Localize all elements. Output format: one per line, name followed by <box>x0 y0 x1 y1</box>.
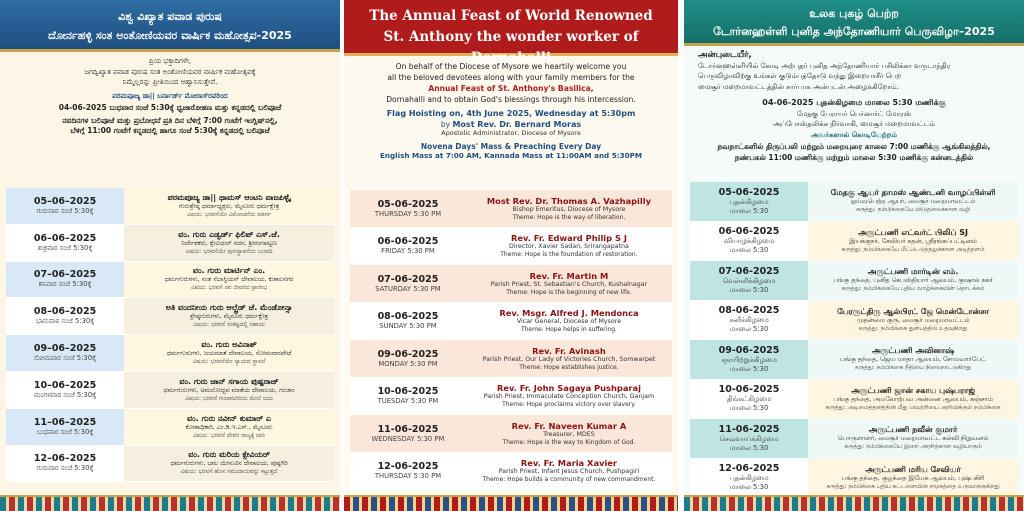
row-theme: கருத்து: நம்பிக்கை துன்பத்தில் உதவுகிறது <box>858 325 968 332</box>
english-title-line1: The Annual Feast of World Renowned <box>369 8 653 24</box>
by-prefix: by <box>440 120 451 129</box>
decorative-border <box>0 495 340 511</box>
tamil-intro-1: டோர்னஹள்ளியில் கோடி அற்புதர் புனித அந்தோணியார் பசிலிக்கா வருடாந்திர <box>698 61 951 70</box>
row-theme: Theme: Hope proclaims victory over slavery. <box>502 401 636 409</box>
row-day: ಗುರುವಾರ ಸಂಜೆ 5:30ಕ್ಕೆ <box>36 464 94 473</box>
row-day: ಗುರುವಾರ ಸಂಜೆ 5:30ಕ್ಕೆ <box>36 206 94 215</box>
row-day: TUESDAY 5:30 PM <box>377 397 439 406</box>
schedule-row <box>350 415 672 453</box>
row-date: 05-06-2025 <box>377 198 439 210</box>
schedule-row <box>690 261 1018 301</box>
row-role: பங்கு தந்தை, புனித செபஸ்தியார் ஆலயம், குஷால் நகர் <box>833 277 993 285</box>
tamil-by-1: மேதகு பேராயர் பெர்னார்ட் மோரஸ் <box>796 109 912 118</box>
schedule-row <box>350 453 672 491</box>
row-date: 11-06-2025 <box>718 423 780 435</box>
schedule-row <box>690 182 1018 222</box>
row-day: WEDNESDAY 5:30 PM <box>371 434 445 443</box>
row-role: Treasurer, MDES <box>543 430 595 438</box>
presiding-bishop: Most Rev. Dr. Bernard Moras <box>452 120 582 129</box>
row-celebrant: Rev. Fr. Edward Philip S J <box>510 233 627 244</box>
row-date: 10-06-2025 <box>377 386 439 398</box>
row-theme: ವಿಷಯ: ಭರವಸೆ ಹೊಸ ಸಮುದಾಯವನ್ನು ಕಟ್ಟುತ್ತದೆ <box>180 469 278 476</box>
row-day: செவ்வாய்க்கிழமை <box>719 434 779 443</box>
row-celebrant: ವಂ. ಗುರು ಎಡ್ವರ್ಡ್ ಫಿಲಿಪ್ ಎಸ್.ಜೆ. <box>178 229 280 239</box>
row-date: 11–06–2025 <box>33 416 97 428</box>
row-theme: ವಿಷಯ: ಭರವಸೆ ಸಂಕಷ್ಟದಲ್ಲಿ ಸಹಾಯ <box>193 322 265 329</box>
schedule-row <box>6 335 334 372</box>
row-day: திங்கட்கிழமை <box>726 395 772 404</box>
row-theme: கருத்து: நம்பிக்கையே மீட்டெடுத்தலுக்கான அடித்தளம் <box>841 246 985 253</box>
row-celebrant: Rev. Fr. Maria Xavier <box>520 458 618 469</box>
schedule-row <box>6 262 334 299</box>
row-theme: கருத்து: அடிமைத்தனத்தின் மீது வெற்றியை அறிவிக்கும் நம்பிக்கை <box>825 404 1001 411</box>
english-intro-4: Dornahalli and to obtain God's blessings through his intercession. <box>386 95 636 104</box>
schedule-row <box>6 372 334 409</box>
row-celebrant: மேதகு ஆயர் தாமஸ் ஆண்டனி வாழப்பிள்ளி <box>830 188 996 198</box>
row-role: ಶ್ರೇಷ್ಠಗುರುಗಳು, ಮೈಸೂರು ಧರ್ಮಕ್ಷೇತ್ರ <box>190 313 269 321</box>
row-celebrant: ವಂ. ಗುರು ಮರಿಯ ಕ್ಸೇವಿಯರ್ <box>188 450 270 460</box>
row-theme: Theme: Hope helps in suffering. <box>520 326 617 334</box>
row-role: Parish Priest, Our Lady of Victories Church, Somwarpet <box>482 355 656 363</box>
row-celebrant: ವಂ. ಗುರು ಮಾರ್ಟಿನ್ ಎಂ. <box>192 266 266 276</box>
row-celebrant: ಅತಿ ವಂದನೀಯ ಗುರು ಆಲ್ಫ್ರೆಡ್ ಜೆ. ಮೆಂಡೋನ್ಸಾ <box>165 303 293 313</box>
flag-hoisting-by <box>344 120 678 129</box>
row-theme: ವಿಷಯ: ಭರವಸೆ ನವ ಜೀವನದ ಪ್ರಾರಂಭ <box>190 285 268 292</box>
row-day: ஞாயிற்றுக்கிழமை <box>721 355 777 364</box>
kannada-flag-hoisting: 04-06-2025 ಬುಧವಾರ ಸಂಜೆ 5:30ಕ್ಕೆ ಧ್ವಜಾರೋಹಣ ಮತ್ತು ಕನ್ನಡದಲ್ಲಿ ಬಲಿಪೂಜೆ <box>58 103 282 112</box>
row-day: FRIDAY 5:30 PM <box>381 247 435 256</box>
row-day: ಬುಧವಾರ ಸಂಜೆ 5:30ಕ್ಕೆ <box>36 427 94 436</box>
row-role: ಧರ್ಮಗುರುಗಳು, ಬಾಲ ಯೇಸುವಿನ ದೇವಾಲಯ, ಪುಷ್ಪಗಿರಿ <box>170 460 288 468</box>
row-date: 08-06-2025 <box>377 311 439 323</box>
kannada-intro-body1: ಜಗದ್ವಿಖ್ಯಾತ ಪವಾಡ ಪುರುಷ ಸಂತ ಅಂತೋಣಿಯವರ ವಾರ್ಷಿಕ ಮಹೋತ್ಸವಕ್ಕೆ <box>84 67 256 76</box>
row-theme: Theme: Hope builds a community of new commandment. <box>482 476 656 484</box>
row-theme: கருத்து: நம்பிக்கை புதிய கட்டளையின் சமூகத்தை உருவாக்குகிறது <box>826 483 1000 490</box>
row-date: 07-06-2025 <box>377 273 439 285</box>
row-celebrant: Most Rev. Dr. Thomas A. Vazhapilly <box>486 195 651 206</box>
row-theme: ವಿಷಯ: ಭರವಸೆಯೇ ವಿಮೋಚನೆಯ ಮಾರ್ಗ <box>187 211 271 218</box>
row-theme: ವಿಷಯ: ಭರವಸೆಯೇ ಪುನಃಸ್ಥಾಪನೆಯ ಬುನಾದಿ <box>185 248 273 255</box>
row-celebrant: Rev. Fr. Avinash <box>532 345 606 356</box>
row-date: 09-06-2025 <box>377 348 439 360</box>
english-intro <box>344 56 678 105</box>
row-celebrant: ವಂ. ಗುರು ಜಾನ್ ಸಗಾಯ ಪುಷ್ಪರಾಜ್ <box>179 376 279 386</box>
schedule-row <box>350 303 672 341</box>
row-date: 12–06–2025 <box>33 453 97 465</box>
row-role: ಗುರುಶ್ರೇಷ್ಠ ಧರ್ಮಾಧ್ಯಕ್ಷರು, ಮೈಸೂರು ಧರ್ಮಕ್ಷೇತ್ರ <box>178 202 280 210</box>
tamil-banner <box>684 0 1024 46</box>
schedule-row <box>350 228 672 266</box>
schedule-row <box>690 340 1018 380</box>
kannada-greeting: ಪ್ರಿಯ ಭಕ್ತಾದಿಗಳೇ, <box>148 57 192 65</box>
row-role: Vicar General, Diocese of Mysore <box>516 318 622 326</box>
row-celebrant: பேரருட்திரு ஆல்பிரட் ஜே மென்டோன்சா <box>837 306 989 316</box>
english-intro-3: Annual Feast of St. Anthony's Basilica, <box>428 84 594 93</box>
presiding-role: Apostolic Administrator, Diocese of Mysore <box>441 129 581 137</box>
row-celebrant: அருட்பணி நவீன் குமார் <box>868 425 958 435</box>
row-time: மாலை 5:30 <box>729 364 769 373</box>
schedule-row <box>690 301 1018 341</box>
row-date: 08-06-2025 <box>718 305 780 317</box>
tamil-panel <box>684 0 1024 511</box>
row-theme: Theme: Hope establishes justice. <box>519 363 619 371</box>
schedule-row <box>6 188 334 225</box>
row-theme: Theme: Hope is the way of liberation. <box>512 213 626 221</box>
kannada-intro <box>0 52 340 137</box>
schedule-row <box>350 340 672 378</box>
tamil-greeting: அன்புடையீர், <box>698 50 752 60</box>
row-day: SATURDAY 5:30 PM <box>375 284 441 293</box>
schedule-row <box>690 222 1018 262</box>
row-date: 12-06-2025 <box>718 463 780 475</box>
row-theme: Theme: Hope is the way to Kingdom of God. <box>502 438 636 446</box>
english-title-line2: St. Anthony the wonder worker of Dornahalli <box>383 29 639 66</box>
row-role: ಧರ್ಮಗುರುಗಳು, ಸಂತ ಸೆಬಾಸ್ಟಿಯನ್ ದೇವಾಲಯ, ಕುಶಾಲನಗರ <box>164 276 294 284</box>
decorative-border <box>684 495 1024 511</box>
row-day: ಭಾನುವಾರ ಸಂಜೆ 5:30ಕ್ಕೆ <box>35 317 95 326</box>
flag-hoisting: Flag Hoisting on, 4th June 2025, Wednesday at 5:30pm <box>386 109 636 118</box>
row-day: ಮಂಗಳವಾರ ಸಂಜೆ 5:30ಕ್ಕೆ <box>33 390 97 399</box>
row-day: MONDAY 5:30 PM <box>378 359 438 368</box>
row-role: பங்கு தந்தை, ஜெய மாதா ஆலயம், சோமவார்பேட் <box>840 356 987 364</box>
row-role: பொருளாளர், மைசூர் மறைமாவட்ட கல்வி நிறுவனம் <box>837 435 989 443</box>
row-day: வியாழக்கிழமை <box>724 237 774 246</box>
schedule-row <box>6 298 334 335</box>
row-time: மாலை 5:30 <box>729 246 769 255</box>
row-date: 08–06–2025 <box>33 306 97 318</box>
row-date: 07–06–2025 <box>33 269 97 281</box>
tamil-daily-2: நண்பகல் 11:00 மணிக்கு மற்றும் மாலை 5:30 மணிக்கு கன்னடத்தில் <box>734 152 974 162</box>
row-date: 10–06–2025 <box>33 379 97 391</box>
row-role: ಧರ್ಮಗುರುಗಳು, ಅಮಲೋದ್ಭವ ಮಾತೆಯ ದೇವಾಲಯ, ಗಂಜಾಂ <box>163 386 295 394</box>
row-role: பங்கு தந்தை, அமலோற்பவ அன்னை ஆலயம், கஞ்சாம் <box>833 395 993 403</box>
row-theme: கருத்து: நம்பிக்கையே புதிய வாழ்க்கையின் தொடக்கம் <box>841 286 985 293</box>
row-celebrant: ಪರಮಪೂಜ್ಯ ಡಾ|| ಥಾಮಸ್ ಆಂಟನಿ ವಾಜಪಿಳ್ಳೈ <box>167 192 291 202</box>
tamil-title-line1: உலக புகழ் பெற்ற <box>809 7 899 20</box>
row-day: புதன்கிழமை <box>729 197 769 206</box>
row-time: மாலை 5:30 <box>729 206 769 215</box>
kannada-panel <box>0 0 340 511</box>
english-banner <box>344 0 678 66</box>
tamil-intro-2: பெருவிழாவிற்கு உங்கள் குடும்பத்தோடு வந்து இறையாசீர் பெற <box>698 72 902 80</box>
kannada-daily-2: ಬೆಳಿಗ್ಗೆ 11:00 ಗಂಟೆಗೆ ಕನ್ನಡದಲ್ಲಿ ಹಾಗೂ ಸಂಜೆ 5:30ಕ್ಕೆ ಕನ್ನಡದಲ್ಲಿ ಬಲಿಪೂಜೆ <box>70 126 270 135</box>
row-time: மாலை 5:30 <box>729 443 769 452</box>
kannada-intro-body2: ನಿಮ್ಮೆಲ್ಲರನ್ನು ಪ್ರೀತಿಯಿಂದ ಆಹ್ವಾನಿಸುತ್ತೇವೆ. <box>122 78 218 86</box>
row-day: SUNDAY 5:30 PM <box>379 322 437 331</box>
kannada-title-line2: ದೋರ್ನಹಳ್ಳಿ ಸಂತ ಅಂತೋಣಿಯವರ ವಾರ್ಷಿಕ ಮಹೋತ್ಸವ-2025 <box>48 29 292 42</box>
english-schedule <box>350 190 672 490</box>
row-celebrant: ವಂ. ಗುರು ನವೀನ್ ಕುಮಾರ್ ಎ <box>187 413 272 423</box>
row-theme: ವಿಷಯ: ಭರವಸೆಯೇ ನ್ಯಾಯದ ಸ್ಥಾಪನೆ <box>192 359 266 366</box>
row-theme: கருத்து: நம்பிக்கை நீதியை நிலைநாட்டுகிறது <box>854 365 972 372</box>
row-celebrant: Rev. Msgr. Alfred J. Mendonca <box>499 308 639 319</box>
novena-heading: Novena Days' Mass & Preaching Every Day <box>420 142 602 151</box>
row-day: THURSDAY 5:30 PM <box>374 209 442 218</box>
kannada-schedule <box>6 188 334 482</box>
row-date: 09–06–2025 <box>33 343 97 355</box>
row-celebrant: ವಂ. ಗುರು ಅವಿನಾಶ್ <box>201 340 257 350</box>
tamil-daily-1: நவநாட்களில் திருப்பலி மற்றும் மறையுரை காலை 7:00 மணிக்கு ஆங்கிலத்தில், <box>717 142 991 151</box>
schedule-row <box>690 419 1018 459</box>
row-date: 06-06-2025 <box>718 226 780 238</box>
row-celebrant: அருட்பணி மரிய சேவியர் <box>865 464 961 474</box>
row-theme: Theme: Hope is the foundation of restoration. <box>500 251 638 259</box>
row-role: Parish Priest, Immaculate Conception Church, Ganjam <box>483 393 655 401</box>
schedule-row <box>690 459 1018 499</box>
row-theme: Theme: Hope is the beginning of new life. <box>506 288 632 296</box>
row-day: THURSDAY 5:30 PM <box>374 472 442 481</box>
row-role: முதன்மை குரு, மைசூர் மறைமாவட்டம் <box>856 316 970 324</box>
row-date: 07-06-2025 <box>718 265 780 277</box>
row-date: 06–06–2025 <box>33 232 97 244</box>
row-time: மாலை 5:30 <box>729 285 769 294</box>
row-role: ಧರ್ಮಗುರುಗಳು, ಜಯಮಾತೆ ದೇವಾಲಯ, ಸೋಮವಾರಪೇಟೆ <box>166 350 292 358</box>
tamil-flag-block <box>684 92 1024 163</box>
schedule-row <box>6 446 334 483</box>
row-role: Parish Priest, St. Sebastian's Church, Kushalnagar <box>490 280 648 288</box>
row-day: சனிக்கிழமை <box>729 316 769 325</box>
row-date: 06-06-2025 <box>377 236 439 248</box>
tamil-by-3: அவர்களால் கொடியேற்றம் <box>810 130 898 139</box>
row-theme: கருத்து: நம்பிக்கையே விடுதலைக்கான வழி <box>855 207 971 214</box>
schedule-row <box>350 190 672 228</box>
row-celebrant: Rev. Fr. Naveen Kumar A <box>511 420 627 431</box>
row-day: ಶನಿವಾರ ಸಂಜೆ 5:30ಕ್ಕೆ <box>38 280 92 289</box>
kannada-presiding: ಪರಮಪೂಜ್ಯ ಡಾ|| ಬರ್ನಾರ್ಡ್ ಮೋರಾಸ್‌ರವರಿಂದ <box>112 91 228 100</box>
row-role: Parish Priest, Infant Jesus Church, Pushpagiri <box>498 468 640 476</box>
english-panel <box>344 0 678 511</box>
row-day: வெள்ளிக்கிழமை <box>722 276 776 285</box>
row-time: மாலை 5:30 <box>729 325 769 334</box>
row-role: இயக்குநர், சேவியர் சதன், ஸ்ரீரங்கப்பட்டினம் <box>849 237 977 245</box>
schedule-row <box>6 409 334 446</box>
row-day: ಶುಕ್ರವಾರ ಸಂಜೆ 5:30ಕ್ಕೆ <box>37 243 93 252</box>
row-date: 05–06–2025 <box>33 195 97 207</box>
row-role: ಕೋಶಾಧಿಕಾರಿ, ಎಂ.ಡಿ.ಇ.ಎಸ್., ಮೈಸೂರು <box>185 423 273 431</box>
schedule-row <box>6 225 334 262</box>
kannada-banner <box>0 0 340 52</box>
row-celebrant: Rev. Fr. Martin M <box>529 270 609 281</box>
schedule-row <box>350 378 672 416</box>
row-celebrant: அருட்பணி அவினாஷ் <box>871 346 955 356</box>
row-celebrant: அருட்பணி மார்டின் எம். <box>867 267 959 277</box>
tamil-schedule <box>690 182 1018 498</box>
row-date: 12-06-2025 <box>377 461 439 473</box>
tamil-title-line2: டோர்னஹள்ளி புனித அந்தோணியார் பெருவிழா–2025 <box>713 25 995 38</box>
schedule-row <box>690 380 1018 420</box>
row-time: மாலை 5:30 <box>729 483 769 492</box>
row-date: 05-06-2025 <box>718 186 780 198</box>
row-day: ಸೋಮವಾರ ಸಂಜೆ 5:30ಕ್ಕೆ <box>34 354 97 363</box>
row-time: மாலை 5:30 <box>729 404 769 413</box>
kannada-title-line1: ವಿಶ್ವ ವಿಖ್ಯಾತ ಪವಾಡ ಪುರುಷ <box>118 10 222 23</box>
row-role: ஓய்வுபெற்ற ஆயர், மைசூர் மறைமாவட்டம் <box>850 198 976 206</box>
row-date: 09-06-2025 <box>718 344 780 356</box>
english-intro-2: all the beloved devotees along with your family members for the <box>387 73 635 82</box>
row-role: Director, Xavier Sadan, Srirangapatna <box>508 243 629 251</box>
mass-times: English Mass at 7:00 AM, Kannada Mass at 11:00AM and 5:30PM <box>379 151 643 160</box>
row-theme: கருத்து: நம்பிக்கையே இறை அரசிற்கான வழியாகும் <box>844 444 982 451</box>
row-date: 10-06-2025 <box>718 384 780 396</box>
tamil-flag-date: 04-06-2025 புதன்கிழமை மாலை 5:30 மணிக்கு <box>762 98 946 107</box>
kannada-daily-1: ನವದಿನಗಳ ಬಲಿಪೂಜೆ ಮತ್ತು ಪ್ರಬೋಧನೆ ಪ್ರತಿ ದಿನ ಬೆಳಿಗ್ಗೆ 7:00 ಗಂಟೆಗೆ ಇಂಗ್ಲಿಷ್‌ನಲ್ಲಿ, <box>62 115 278 125</box>
row-theme: ವಿಷಯ: ಭರವಸೆ ಗುಲಾಮಗಿರಿಯ ಮೇಲೆ ಜಯ <box>185 395 273 402</box>
tamil-intro-3: மைசூர் மறைமாவட்டத்தின் சார்பாக அன்புடன் அழைக்கிறோம். <box>698 82 899 91</box>
tamil-by-2: அப்போஸ்தலிக்க நிர்வாகி, மைசூர் மறைமாவட்டம் <box>773 120 935 128</box>
row-day: புதன்கிழமை <box>729 474 769 483</box>
english-intro-1: On behalf of the Diocese of Mysore we heartily welcome you <box>395 62 627 71</box>
row-role: ನಿರ್ದೇಶಕರು, ಕ್ಸೇವಿಯರ್ ಸದನ, ಶ್ರೀರಂಗಪಟ್ಟಣ <box>181 239 277 247</box>
row-theme: ವಿಷಯ: ಭರವಸೆ ದೇವರ ರಾಜ್ಯಕ್ಕೆ ದಾರಿ <box>193 432 265 439</box>
row-role: Bishop Emeritus, Diocese of Mysore <box>512 205 626 213</box>
row-role: பங்கு தந்தை, குழந்தை இயேசு ஆலயம், புஷ்பகிரி <box>841 474 985 482</box>
row-celebrant: அருட்பணி எட்வர்ட் பிலிப் SJ <box>858 227 968 237</box>
tamil-intro <box>684 46 1024 92</box>
row-date: 11-06-2025 <box>377 423 439 435</box>
row-celebrant: அருட்பணி ஜான் சகாய புஷ்பராஜ் <box>851 385 975 395</box>
row-celebrant: Rev. Fr. John Sagaya Pushparaj <box>496 383 641 394</box>
decorative-border <box>344 495 678 511</box>
schedule-row <box>350 265 672 303</box>
